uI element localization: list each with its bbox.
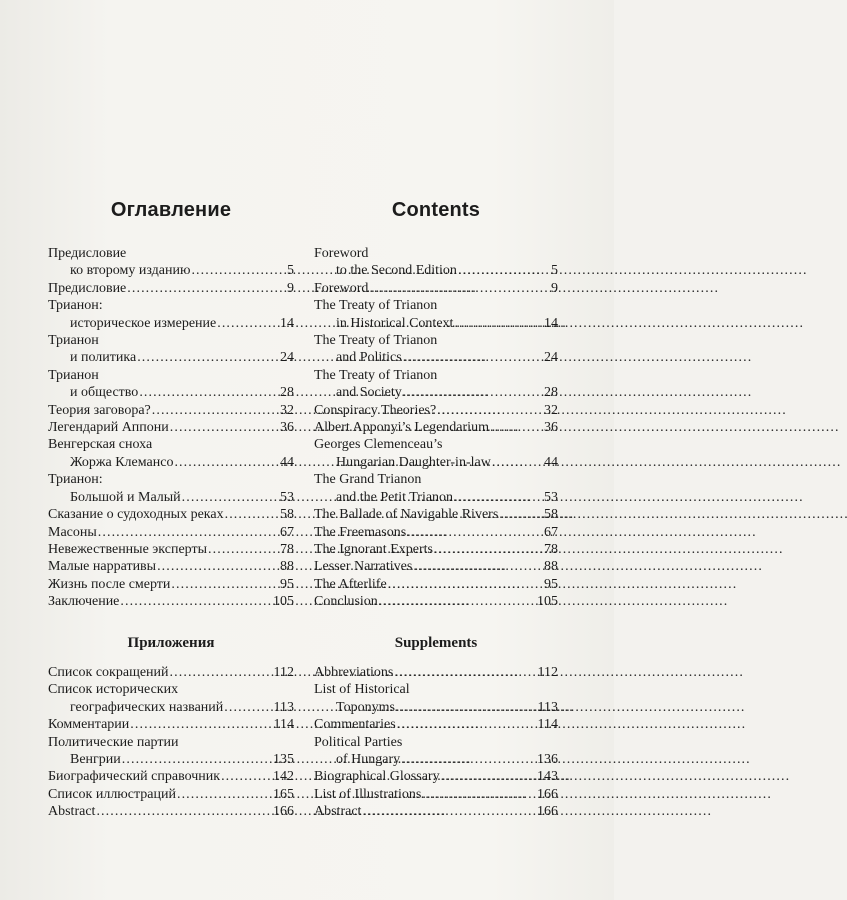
page-number: 166 [537,804,558,820]
toc-entry-line [48,262,294,279]
page-number: 112 [537,665,558,680]
toc-entry [48,436,294,471]
toc-entry [48,280,294,297]
page-number: 95 [280,576,294,592]
dot-leader [130,716,272,733]
dot-leader [191,262,286,279]
page-number: 32 [544,402,558,418]
page-number: 24 [544,350,558,366]
toc-entry-text: Теория заговора? [48,402,151,418]
toc-entry-text: Foreword [314,246,369,261]
toc-entry-line [48,454,294,471]
toc-entry-text: Венгерская сноха [48,437,153,453]
en-toc-title: Contents [391,199,481,221]
toc-entry [314,576,558,593]
toc-entry-line [48,332,294,349]
toc-entry-line [48,803,294,820]
page-number: 32 [280,402,294,418]
toc-entry-text: Список исторических [48,682,179,698]
page-number: 36 [544,420,558,436]
toc-entry-line [48,436,294,453]
ru-toc-title: Оглавление [110,199,232,221]
toc-entry-line [314,664,558,681]
toc-entry [314,803,558,820]
toc-entry-text: in Historical Context [336,315,454,331]
toc-entry [314,419,558,436]
page-number: 9 [551,280,558,296]
toc-entry-text: Сказание о судоходных реках [48,507,224,523]
toc-entry [314,593,558,610]
toc-entry [314,367,558,402]
toc-entry [48,245,294,280]
dot-leader [403,349,543,366]
toc-entry-text: List of Historical [314,682,410,698]
toc-entry [314,786,558,803]
toc-entry-text: The Ignorant Experts [314,541,433,557]
toc-entry-text: Предисловие [48,246,127,261]
dot-leader [499,506,543,523]
toc-entry-text: ко второму изданию [70,263,191,279]
toc-entry-text: географических названий [70,699,224,715]
toc-entry [314,524,558,541]
dot-leader [208,541,279,558]
page-number: 9 [287,280,294,296]
page-number: 78 [280,541,294,557]
dot-leader [437,402,543,419]
dot-leader [96,803,272,820]
toc-entry [48,471,294,506]
toc-entry-line [48,506,294,523]
page-number: 28 [280,385,294,401]
toc-entry-text: Большой и Малый [70,489,181,505]
toc-entry [314,436,558,471]
page-number: 114 [537,717,558,733]
toc-entry-line [314,297,558,314]
toc-entry [48,664,294,681]
toc-entry-line [48,524,294,541]
page-number: 67 [280,524,294,540]
toc-entry [48,297,294,332]
page-number: 95 [544,576,558,592]
toc-entry-text: Малые нарративы [48,559,157,575]
dot-leader [407,524,543,541]
toc-entry [314,681,558,716]
dot-leader [174,454,279,471]
toc-entry-line [48,699,294,716]
toc-entry [314,734,558,769]
toc-entry-line [314,681,558,698]
toc-entry-text: Foreword [314,280,369,296]
page-number: 88 [280,559,294,575]
toc-entry-line [314,471,558,488]
page-number: 143 [537,769,558,785]
toc-entry-text: Lesser Narratives [314,559,413,575]
toc-entry-line [314,280,558,297]
toc-entry-text: The Ballade of Navigable Rivers [314,507,499,523]
en-toc-list [314,245,558,611]
toc-entry-line [314,454,558,471]
dot-leader [225,506,279,523]
dot-leader [369,280,550,297]
dot-leader [120,593,272,610]
dot-leader [221,768,272,785]
page-number: 135 [273,752,294,768]
toc-entry-text: Легендарий Аппони [48,420,169,436]
page-number: 53 [544,489,558,505]
toc-entry-line [48,681,294,698]
dot-leader [401,751,536,768]
toc-entry-text: Toponyms [336,699,395,715]
dot-leader [224,699,272,716]
dot-leader [413,558,543,575]
toc-entry [48,506,294,523]
toc-entry-text: Невежественные эксперты [48,541,208,557]
page-number: 113 [273,699,294,715]
toc-entry-line [314,384,558,401]
dot-leader [379,593,536,610]
toc-entry-text: Предисловие [48,280,127,296]
dot-leader [152,402,279,419]
dot-leader [137,349,279,366]
toc-entry-line [314,262,558,279]
toc-entry [314,297,558,332]
toc-entry-line [48,576,294,593]
toc-entry [48,593,294,610]
ru-supplements-title: Приложения [127,635,215,651]
toc-entry-text: The Treaty of Trianon [314,367,438,383]
toc-entry-line [314,716,558,733]
toc-entry-line [48,593,294,610]
toc-entry [314,558,558,575]
dot-leader [362,803,536,820]
toc-entry-line [314,803,558,820]
dot-leader [170,419,279,436]
toc-entry-text: Трианон: [48,298,103,314]
toc-entry-line [48,419,294,436]
dot-leader [171,576,279,593]
page-number: 24 [280,350,294,366]
dot-leader [98,524,279,541]
dot-leader [182,489,279,506]
en-supplements-list [314,664,558,821]
dot-leader [157,558,279,575]
toc-entry [48,768,294,785]
toc-entry-text: Заключение [48,594,120,610]
toc-entry-line [314,402,558,419]
toc-entry-text: Список сокращений [48,665,169,680]
toc-entry-line [48,367,294,384]
toc-entry [48,786,294,803]
toc-entry-line [48,541,294,558]
toc-entry-line [48,558,294,575]
dot-leader [441,768,536,785]
toc-entry-text: Трианон: [48,472,103,488]
toc-entry [314,768,558,785]
toc-entry-line [48,489,294,506]
page-number: 136 [537,752,558,768]
toc-entry-text: историческое измерение [70,315,217,331]
page-number: 14 [280,315,294,331]
ru-supplements-list [48,664,294,821]
toc-entry-line [48,280,294,297]
dot-leader [177,786,272,803]
en-supplements-title: Supplements [394,635,478,651]
dot-leader [170,664,273,681]
toc-entry-text: Трианон [48,367,99,383]
toc-entry-text: Conspiracy Theories? [314,402,437,418]
page-number: 14 [544,315,558,331]
toc-entry [48,419,294,436]
toc-entry-text: Список иллюстраций [48,786,176,802]
toc-entry-text: Commentaries [314,717,396,733]
toc-entry-text: Жоржа Клемансо [70,454,174,470]
toc-entry-line [48,384,294,401]
toc-entry [314,280,558,297]
dot-leader [217,315,279,332]
toc-entry-line [314,734,558,751]
toc-entry-line [48,245,294,262]
page-number: 44 [280,454,294,470]
toc-entry-line [314,245,558,262]
toc-entry-line [314,768,558,785]
dot-leader [388,576,543,593]
toc-entry [48,541,294,558]
page-number: 105 [537,594,558,610]
toc-entry-line [314,541,558,558]
dot-leader [139,384,279,401]
page-number: 166 [273,804,294,820]
toc-entry-line [314,699,558,716]
page-number: 5 [551,263,558,279]
dot-leader [434,541,543,558]
toc-entry-line [314,524,558,541]
toc-entry-line [48,751,294,768]
toc-entry-line [314,436,558,453]
dot-leader [403,384,543,401]
page-number: 58 [280,507,294,523]
toc-entry [314,716,558,733]
toc-entry [314,402,558,419]
toc-entry-line [48,716,294,733]
toc-entry-line [314,576,558,593]
toc-entry-text: Масоны [48,524,97,540]
page-number: 105 [273,594,294,610]
page-number: 112 [273,665,294,680]
page-number: 88 [544,559,558,575]
dot-leader [454,489,543,506]
ru-toc-list [48,245,294,611]
dot-leader [127,280,286,297]
toc-entry [48,402,294,419]
toc-entry-text: Hungarian Daughter-in-law [336,454,491,470]
dot-leader [454,315,543,332]
toc-entry-line [48,471,294,488]
dot-leader [394,664,536,681]
dot-leader [492,454,543,471]
toc-entry-text: Albert Apponyi’s Legendarium [314,420,489,436]
toc-entry-text: Georges Clemenceau’s [314,437,443,453]
toc-entry-line [314,349,558,366]
page-number: 67 [544,524,558,540]
toc-entry-text: and Politics [336,350,402,366]
dot-leader [122,751,272,768]
page-number: 113 [537,699,558,715]
page-number: 5 [287,263,294,279]
toc-entry [48,716,294,733]
toc-entry-line [314,751,558,768]
toc-entry [48,576,294,593]
toc-entry-text: Трианон [48,333,99,349]
toc-entry-text: Abbreviations [314,665,394,680]
toc-entry [314,664,558,681]
toc-entry-text: Conclusion [314,594,378,610]
toc-entry-text: to the Second Edition [336,263,457,279]
toc-entry-line [48,297,294,314]
toc-entry-text: and Society [336,385,402,401]
toc-entry [48,332,294,367]
toc-entry-text: Биографический справочник [48,769,221,785]
toc-entry-text: The Afterlife [314,576,387,592]
toc-entry-text: and the Petit Trianon [336,489,454,505]
toc-entry-line [314,332,558,349]
toc-entry [48,681,294,716]
toc-entry-line [48,768,294,785]
toc-entry [48,734,294,769]
toc-entry-text: The Freemasons [314,524,407,540]
toc-entry-line [314,506,558,523]
toc-entry-text: Политические партии [48,734,179,750]
toc-entry-text: Жизнь после смерти [48,576,171,592]
toc-entry [314,332,558,367]
page-number: 44 [544,454,558,470]
page-number: 165 [273,786,294,802]
toc-entry-text: The Treaty of Trianon [314,298,438,314]
toc-entry-line [314,558,558,575]
toc-entry-text: The Treaty of Trianon [314,333,438,349]
toc-entry-text: Biographical Glossary [314,769,440,785]
page-number: 78 [544,541,558,557]
toc-entry-line [48,786,294,803]
page-number: 53 [280,489,294,505]
dot-leader [397,716,537,733]
dot-leader [458,262,550,279]
page-number: 36 [280,420,294,436]
toc-entry [314,245,558,280]
page-number: 166 [537,786,558,802]
toc-entry-text: Abstract [314,804,362,820]
toc-entry [48,367,294,402]
toc-entry [314,541,558,558]
toc-entry-line [314,367,558,384]
toc-entry-text: Political Parties [314,734,403,750]
toc-entry-line [314,786,558,803]
toc-entry-line [314,593,558,610]
page-number: 58 [544,507,558,523]
toc-entry-text: и общество [70,385,139,401]
toc-entry-line [314,489,558,506]
page-number: 114 [273,717,294,733]
toc-entry-text: of Hungary [336,752,401,768]
toc-entry [314,471,558,506]
toc-entry-line [48,664,294,681]
page-number: 142 [273,769,294,785]
toc-entry-text: The Grand Trianon [314,472,422,488]
dot-leader [422,786,536,803]
toc-entry-line [48,402,294,419]
toc-entry-text: Комментарии [48,717,130,733]
toc-entry-line [314,419,558,436]
toc-entry [48,558,294,575]
toc-entry-text: Венгрии [70,752,121,768]
toc-entry [48,803,294,820]
toc-entry-text: Abstract [48,804,96,820]
toc-entry [48,524,294,541]
toc-entry [314,506,558,523]
toc-entry-text: List of Illustrations [314,786,422,802]
toc-entry-line [48,349,294,366]
dot-leader [490,419,543,436]
dot-leader [396,699,537,716]
toc-entry-line [48,315,294,332]
toc-entry-text: и политика [70,350,137,366]
page-number: 28 [544,385,558,401]
toc-entry-line [48,734,294,751]
toc-entry-line [314,315,558,332]
